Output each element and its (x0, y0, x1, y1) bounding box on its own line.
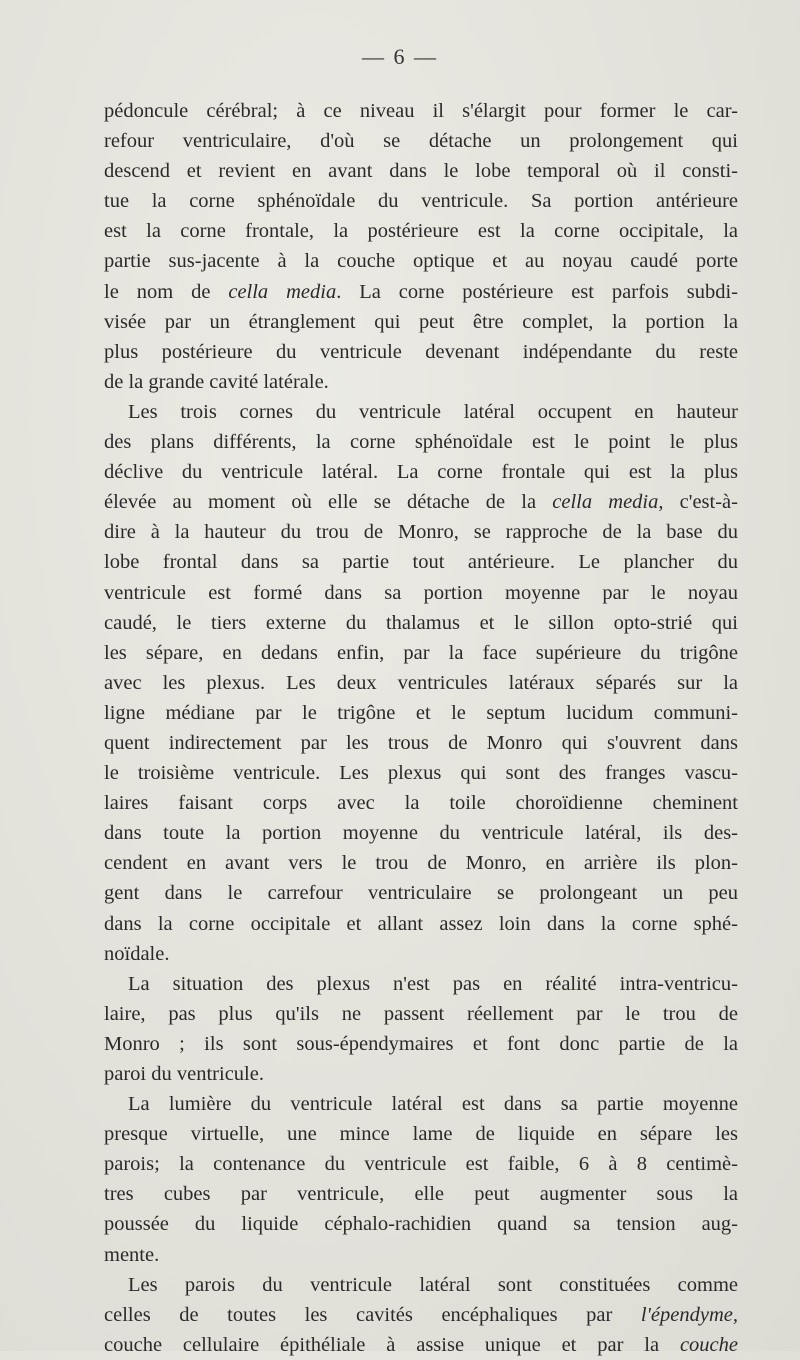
text-line: paroi du ventricule. (104, 1063, 264, 1085)
text-line: laires faisant corps avec la toile choroïdienne cheminent (104, 792, 738, 815)
text-line: caudé, le tiers externe du thalamus et le sillon opto-strié qui (104, 611, 738, 634)
text-line: gent dans le carrefour ventriculaire se prolongeant un peu (104, 882, 738, 905)
text-line: partie sus-jacente à la couche optique et au noyau caudé porte (104, 250, 738, 273)
text-line: dans la corne occipitale et allant assez loin dans la corne sphé- (104, 912, 738, 935)
text-line: celles de toutes les cavités encéphaliques par l'épendyme, (104, 1303, 738, 1326)
text-line: La lumière du ventricule latéral est dans sa partie moyenne (128, 1093, 738, 1116)
text-line: noïdale. (104, 942, 170, 965)
text-line: pédoncule cérébral; à ce niveau il s'élargit pour former le car- (104, 100, 738, 122)
text-line: ligne médiane par le trigône et le septum lucidum communi- (104, 701, 738, 724)
text-line: mente. (104, 1243, 160, 1266)
text-line: tue la corne sphénoïdale du ventricule. Sa portion antérieure (104, 190, 738, 213)
text-line: de la grande cavité latérale. (104, 370, 329, 393)
text-line: les sépare, en dedans enfin, par la face supérieure du trigône (104, 641, 738, 664)
text-line: cendent en avant vers le trou de Monro, en arrière ils plon- (104, 852, 738, 875)
text-line: ventricule est formé dans sa portion moyenne par le noyau (104, 581, 738, 604)
text-line: le nom de cella media. La corne postérieure est parfois subdi- (104, 280, 738, 303)
text-line: est la corne frontale, la postérieure est la corne occipitale, la (104, 220, 738, 243)
text-line: avec les plexus. Les deux ventricules latéraux séparés sur la (104, 671, 738, 694)
text-line: Les parois du ventricule latéral sont constituées comme (128, 1273, 738, 1296)
text-line: lobe frontal dans sa partie tout antérieure. Le plancher du (104, 551, 738, 574)
text-line: dans toute la portion moyenne du ventricule latéral, ils des- (104, 822, 738, 845)
text-line: couche cellulaire épithéliale à assise unique et par la couche (104, 1333, 738, 1356)
text-line: visée par un étranglement qui peut être complet, la portion la (104, 310, 738, 333)
text-line: élevée au moment où elle se détache de la cella media, c'est-à- (104, 491, 738, 514)
text-line: poussée du liquide céphalo-rachidien quand sa tension aug- (104, 1213, 738, 1236)
text-line: Les trois cornes du ventricule latéral occupent en hauteur (128, 400, 738, 423)
text-line: dire à la hauteur du trou de Monro, se rapproche de la base du (104, 521, 738, 544)
body-text (104, 96, 738, 1360)
text-line: déclive du ventricule latéral. La corne frontale qui est la plus (104, 461, 738, 484)
text-line: plus postérieure du ventricule devenant indépendante du reste (104, 340, 738, 363)
text-line: des plans différents, la corne sphénoïdale est le point le plus (104, 431, 738, 454)
text-line: La situation des plexus n'est pas en réalité intra-ventricu- (128, 972, 738, 995)
text-line: quent indirectement par les trous de Monro qui s'ouvrent dans (104, 731, 738, 754)
text-line: parois; la contenance du ventricule est faible, 6 à 8 centimè- (104, 1153, 738, 1176)
page-number: — 6 — (362, 44, 438, 69)
text-line: Monro ; ils sont sous-épendymaires et font donc partie de la (104, 1032, 738, 1055)
text-line: le troisième ventricule. Les plexus qui sont des franges vascu- (104, 762, 738, 785)
text-line: refour ventriculaire, d'où se détache un prolongement qui (104, 130, 738, 153)
text-line: tres cubes par ventricule, elle peut augmenter sous la (104, 1183, 738, 1206)
text-line: presque virtuelle, une mince lame de liquide en sépare les (104, 1123, 738, 1146)
text-line: descend et revient en avant dans le lobe temporal où il consti- (104, 160, 738, 183)
text-line: laire, pas plus qu'ils ne passent réellement par le trou de (104, 1002, 738, 1025)
